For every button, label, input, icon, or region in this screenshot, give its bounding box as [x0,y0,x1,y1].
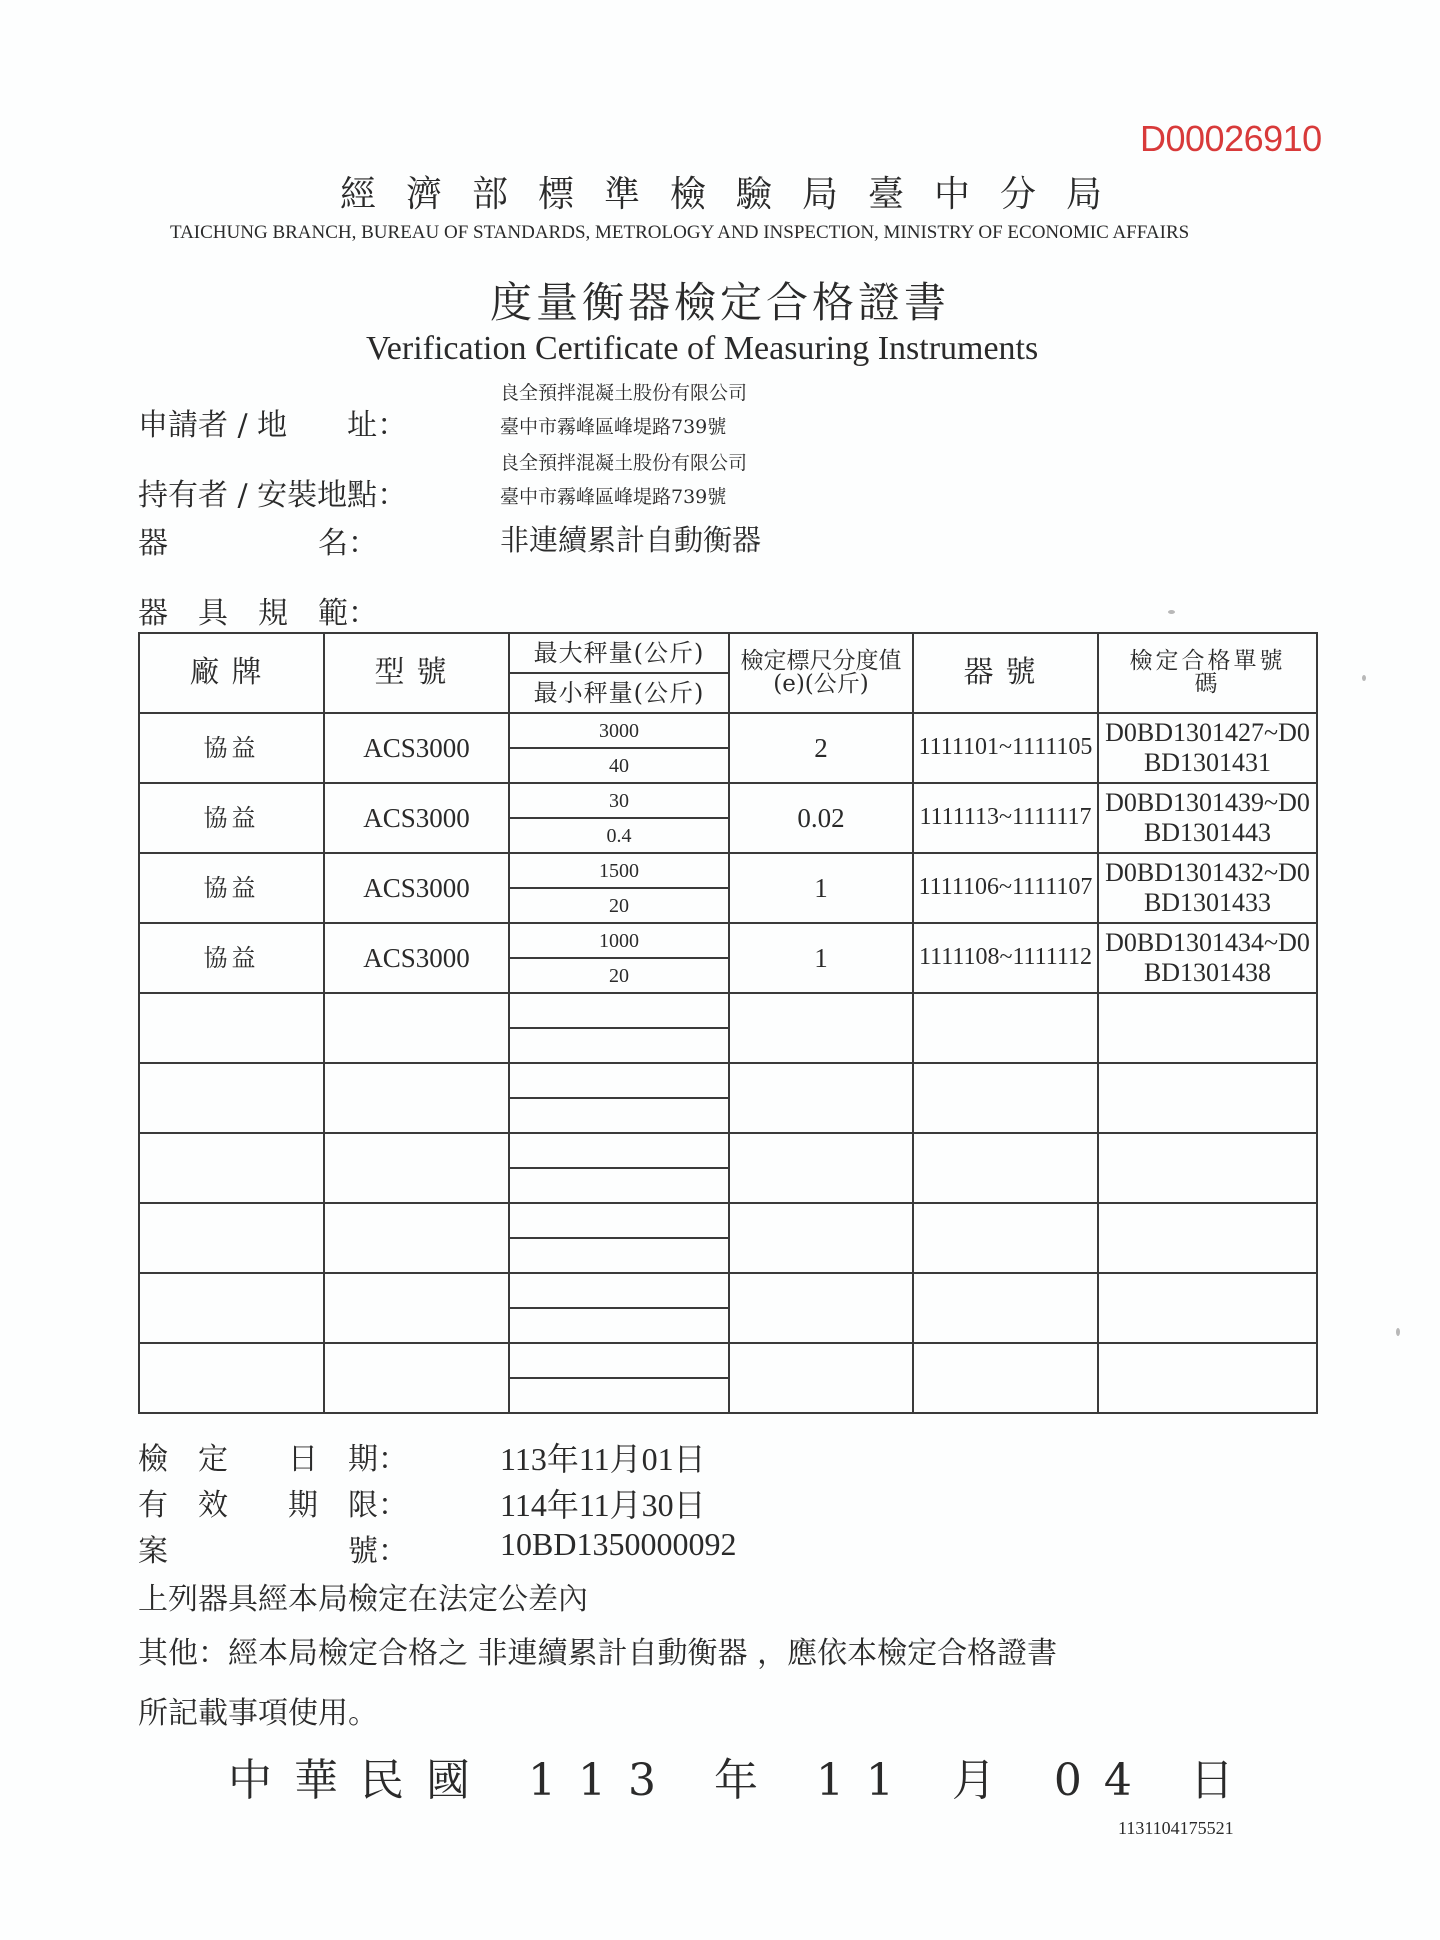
empty-cell [1098,1273,1317,1343]
certificate-title-zh: 度量衡器檢定合格證書 [490,278,951,327]
empty-cell [729,1273,913,1343]
header-model: 型號 [324,633,509,713]
empty-cell [509,1168,729,1203]
empty-cell [324,1133,509,1203]
empty-cell [729,1063,913,1133]
cell-model: ACS3000 [324,783,509,853]
cell-model: ACS3000 [324,853,509,923]
table-row [139,853,1317,888]
header-cert-no: 檢定合格單號碼 [1098,633,1317,713]
empty-cell [1098,1133,1317,1203]
cell-model: ACS3000 [324,713,509,783]
empty-cell [1098,1203,1317,1273]
empty-cell [324,1273,509,1343]
empty-cell [324,993,509,1063]
cell-max-capacity: 1000 [509,923,729,958]
agency-name-zh: 經濟部標準檢驗局臺中分局 [340,174,1133,215]
cell-serial: 1111101~1111105 [913,713,1098,783]
cell-min-capacity: 0.4 [509,818,729,853]
spec-label [138,588,378,632]
holder-name: 良全預拌混凝土股份有限公司 [500,452,748,474]
applicant-label [138,400,407,444]
empty-cell [509,1238,729,1273]
colon: ： [377,478,408,513]
certificate-serial-number: D00026910 [1140,118,1322,159]
statement-usage: 其他：經本局檢定合格之 非連續累計自動衡器 ，應依本檢定合格證書 [138,1636,1058,1671]
agency-name-en: TAICHUNG BRANCH, BUREAU OF STANDARDS, METROLOGY AND INSPECTION, MINISTRY OF ECONOMIC AFFAIRS [170,222,1190,243]
empty-cell [509,1273,729,1308]
empty-cell [913,1273,1098,1343]
case-no: 10BD1350000092 [500,1526,737,1562]
table-header-row [139,633,1317,673]
colon: ： [377,408,408,443]
cell-max-capacity: 30 [509,783,729,818]
cell-brand: 協益 [139,783,324,853]
empty-cell [1098,1063,1317,1133]
instrument-label-text: 器 名 [138,526,348,561]
applicant-name: 良全預拌混凝土股份有限公司 [500,382,748,404]
empty-cell [913,1203,1098,1273]
verify-date: 113年11月01日 [500,1441,706,1477]
table-row-empty [139,1133,1317,1168]
empty-cell [139,1063,324,1133]
empty-cell [913,993,1098,1063]
issue-date: 中華民國 113 年 11 月 04 日 [228,1755,1256,1806]
cell-brand: 協益 [139,853,324,923]
cell-cert-no: D0BD1301427~D0BD1301431 [1098,713,1317,783]
cell-min-capacity: 20 [509,958,729,993]
header-max-capacity: 最大秤量(公斤) [509,633,729,673]
valid-until-label-text: 有 效 期 限 [138,1488,378,1523]
empty-cell [913,1343,1098,1413]
scan-speck [1396,1328,1400,1336]
empty-cell [509,993,729,1028]
cell-serial: 1111113~1111117 [913,783,1098,853]
applicant-address: 臺中市霧峰區峰堤路739號 [500,416,727,438]
statement-tolerance: 上列器具經本局檢定在法定公差內 [138,1582,588,1617]
empty-cell [509,1308,729,1343]
cell-division: 1 [729,853,913,923]
cell-cert-no: D0BD1301432~D0BD1301433 [1098,853,1317,923]
header-division: 檢定標尺分度值(e)(公斤) [729,633,913,713]
applicant-label-text: 申請者 / 地 址 [138,408,378,443]
empty-cell [139,1343,324,1413]
table-row [139,923,1317,958]
cell-min-capacity: 40 [509,748,729,783]
table-row-empty [139,1273,1317,1308]
empty-cell [1098,1343,1317,1413]
table-row-empty [139,1343,1317,1378]
verify-date-label-text: 檢 定 日 期 [138,1442,378,1477]
cell-brand: 協益 [139,923,324,993]
cell-serial: 1111108~1111112 [913,923,1098,993]
colon: ： [378,1442,408,1477]
instrument-spec-table [138,632,1318,1414]
spec-label-text: 器 具 規 範 [138,596,348,631]
colon: ： [348,526,378,561]
empty-cell [324,1063,509,1133]
empty-cell [729,1133,913,1203]
cell-cert-no: D0BD1301439~D0BD1301443 [1098,783,1317,853]
cell-division: 2 [729,713,913,783]
header-min-capacity: 最小秤量(公斤) [509,673,729,713]
colon: ： [378,1488,408,1523]
table-row-empty [139,1063,1317,1098]
table-row [139,783,1317,818]
empty-cell [324,1203,509,1273]
colon: ： [378,1534,408,1569]
cell-model: ACS3000 [324,923,509,993]
empty-cell [509,1133,729,1168]
cell-division: 0.02 [729,783,913,853]
case-no-label [138,1526,408,1570]
empty-cell [509,1378,729,1413]
empty-cell [509,1028,729,1063]
empty-cell [729,1203,913,1273]
colon: ： [348,596,378,631]
cell-division: 1 [729,923,913,993]
header-brand: 廠牌 [139,633,324,713]
instrument-name: 非連續累計自動衡器 [500,523,762,557]
empty-cell [509,1098,729,1133]
empty-cell [509,1203,729,1238]
scan-speck [1168,610,1175,614]
cell-brand: 協益 [139,713,324,783]
holder-label-text: 持有者 / 安裝地點 [138,478,378,513]
table-row-empty [139,1203,1317,1238]
verify-date-label [138,1434,408,1478]
cell-serial: 1111106~1111107 [913,853,1098,923]
cell-max-capacity: 1500 [509,853,729,888]
cell-cert-no: D0BD1301434~D0BD1301438 [1098,923,1317,993]
empty-cell [729,1343,913,1413]
cell-min-capacity: 20 [509,888,729,923]
empty-cell [139,1203,324,1273]
valid-until-label [138,1480,408,1524]
cell-max-capacity: 3000 [509,713,729,748]
valid-until: 114年11月30日 [500,1487,706,1523]
certificate-title-en: Verification Certificate of Measuring Instruments [366,330,1039,367]
case-no-label-text: 案 號 [138,1534,378,1569]
holder-address: 臺中市霧峰區峰堤路739號 [500,486,727,508]
holder-label [138,470,407,514]
table-row [139,713,1317,748]
document-code: 1131104175521 [1118,1818,1234,1838]
empty-cell [139,993,324,1063]
empty-cell [139,1133,324,1203]
header-serial: 器號 [913,633,1098,713]
empty-cell [1098,993,1317,1063]
empty-cell [913,1133,1098,1203]
empty-cell [509,1343,729,1378]
empty-cell [729,993,913,1063]
empty-cell [509,1063,729,1098]
table-row-empty [139,993,1317,1028]
scan-speck [1362,675,1366,681]
empty-cell [913,1063,1098,1133]
statement-usage-cont: 所記載事項使用。 [138,1696,378,1731]
instrument-label [138,518,378,562]
empty-cell [324,1343,509,1413]
empty-cell [139,1273,324,1343]
